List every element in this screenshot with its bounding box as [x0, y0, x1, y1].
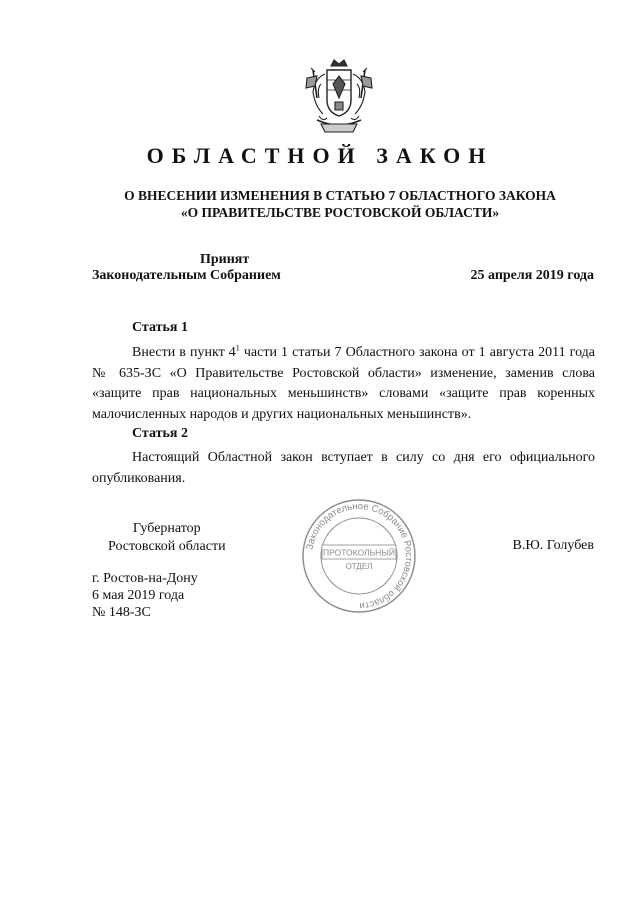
- article2-text-content: Настоящий Областной закон вступает в силу со дня его официального опубликования.: [92, 450, 595, 486]
- article1-text-part2: части 1 статьи 7 Областного закона от 1 августа 2011 года № 635-ЗС «О Правительстве Ростовской области» изменение, заменив слова «защите прав национальных меньшинств» словами «защите прав коренных малочисленных народов и других национальных меньшинств».: [92, 345, 596, 422]
- article2-text: [92, 448, 595, 489]
- article1-superscript: 1: [235, 343, 240, 353]
- issue-details: [92, 570, 198, 621]
- stamp-center-line1: ПРОТОКОЛЬНЫЙ: [323, 547, 395, 558]
- adopted-by-label: Законодательным Собранием: [92, 268, 281, 283]
- issue-date: 6 мая 2019 года: [92, 588, 185, 603]
- stamp-ring-text: Законодательное Собрание Ростовской области: [304, 500, 415, 612]
- issue-place: г. Ростов-на-Дону: [92, 571, 198, 586]
- signer-title-line2: Ростовской области: [108, 539, 226, 554]
- article1-text: [92, 343, 595, 425]
- signer-name: В.Ю. Голубев: [512, 538, 594, 553]
- article2-heading: Статья 2: [132, 426, 188, 441]
- document-type-title: ОБЛАСТНОЙ ЗАКОН: [146, 143, 494, 168]
- coat-of-arms-icon: [303, 58, 375, 138]
- law-number: № 148-ЗС: [92, 605, 151, 620]
- stamp-center-line2: ОТДЕЛ: [345, 562, 373, 571]
- signer-title: [108, 520, 226, 556]
- adopted-label: Принят: [200, 252, 250, 267]
- adoption-date: 25 апреля 2019 года: [470, 268, 594, 283]
- article1-heading: Статья 1: [132, 320, 188, 335]
- article1-text-part1: Внести в пункт 4: [132, 345, 236, 360]
- law-title-line1: О ВНЕСЕНИИ ИЗМЕНЕНИЯ В СТАТЬЮ 7 ОБЛАСТНОГО ЗАКОНА: [124, 188, 556, 203]
- signer-title-line1: Губернатор: [132, 521, 201, 536]
- official-stamp: [300, 497, 418, 615]
- law-title-line2: «О ПРАВИТЕЛЬСТВЕ РОСТОВСКОЙ ОБЛАСТИ»: [180, 205, 500, 220]
